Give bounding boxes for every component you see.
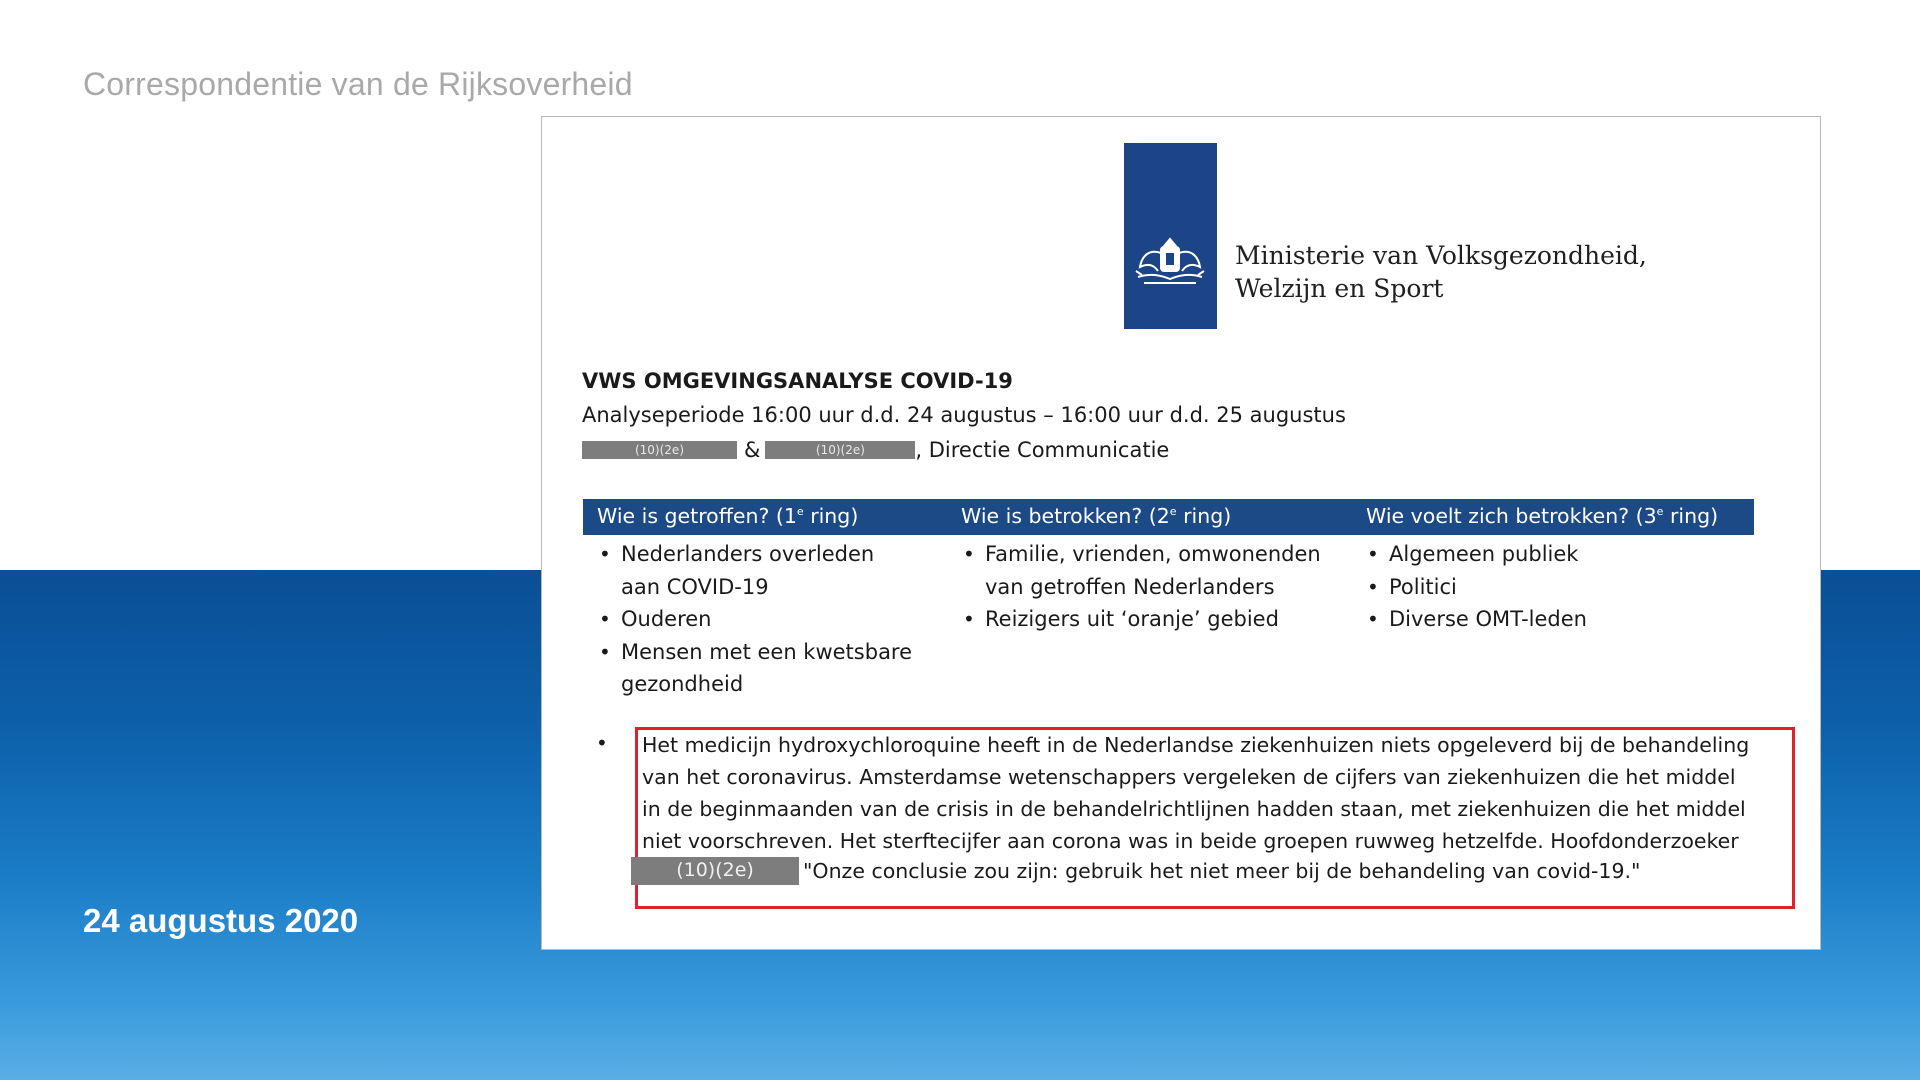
quote-line [631, 855, 1640, 887]
ring-2-list [963, 538, 1333, 636]
ring-3-list [1367, 538, 1727, 636]
date-label: 24 augustus 2020 [83, 902, 359, 939]
authors-separator: & [744, 438, 761, 462]
list-item: • Diverse OMT-leden [1367, 603, 1727, 636]
ministry-logo [1124, 143, 1217, 329]
ministry-name-line1: Ministerie van Volksgezondheid, [1235, 241, 1647, 270]
redaction-block: (10)(2e) [631, 857, 799, 885]
coat-of-arms-icon [1130, 233, 1211, 295]
ring-header-2: Wie is betrokken? (2e ring) [961, 504, 1232, 528]
ring-header-3: Wie voelt zich betrokken? (3e ring) [1366, 504, 1719, 528]
ring-header-1: Wie is getroffen? (1e ring) [597, 504, 859, 528]
analysis-period: Analyseperiode 16:00 uur d.d. 24 augustus – 16:00 uur d.d. 25 augustus [582, 403, 1346, 427]
authors-line [582, 437, 1169, 463]
researcher-quote: "Onze conclusie zou zijn: gebruik het niet meer bij de behandeling van covid-19." [803, 859, 1641, 883]
list-item: • Nederlanders overleden aan COVID-19 [599, 538, 919, 603]
ring-table-header [583, 499, 1754, 535]
highlighted-news-text: Het medicijn hydroxychloroquine heeft in de Nederlandse ziekenhuizen niets opgeleverd bij de behandeling van het coronavirus. Amsterdamse wetenschappers vergeleken de cijfers van ziekenhuizen die het middel in de beginmaanden van de crisis in de behandelrichtlijnen hadden staan, met ziekenhuizen die het middel niet voorschreven. Het sterftecijfer aan corona was in beide groepen ruwweg hetzelfde. Hoofdonderzoeker [642, 733, 1750, 853]
ring-1-list [599, 538, 919, 701]
page-header-title: Correspondentie van de Rijksoverheid [83, 66, 633, 102]
ministry-name-line2: Welzijn en Sport [1235, 274, 1444, 303]
department-name: , Directie Communicatie [915, 438, 1170, 462]
list-item: • Ouderen [599, 603, 919, 636]
list-item: • Familie, vrienden, omwonenden van getroffen Nederlanders [963, 538, 1333, 603]
document-title: VWS OMGEVINGSANALYSE COVID-19 [582, 369, 1013, 393]
list-item: • Mensen met een kwetsbare gezondheid [599, 636, 919, 701]
document-image [541, 116, 1821, 950]
redaction-block: (10)(2e) [765, 441, 915, 459]
redaction-block: (10)(2e) [582, 441, 737, 459]
list-item: • Reizigers uit ‘oranje’ gebied [963, 603, 1333, 636]
bullet-icon: • [596, 731, 608, 755]
ministry-name [1235, 239, 1647, 305]
list-item: • Algemeen publiek [1367, 538, 1727, 571]
list-item: • Politici [1367, 571, 1727, 604]
